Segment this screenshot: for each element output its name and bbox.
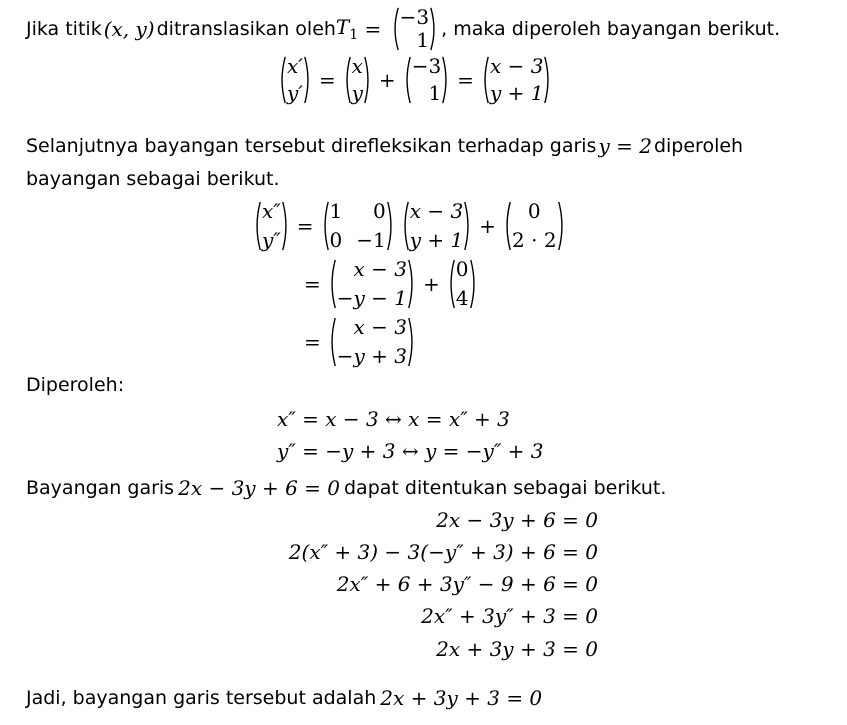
intro-middle: ditranslasikan oleh	[156, 17, 336, 40]
step-line: 2x − 3y + 6 = 0	[436, 508, 598, 532]
right-paren	[469, 259, 478, 309]
prime-vector: x′ y′	[278, 56, 312, 104]
mirror-line: y = 2	[598, 134, 652, 158]
left-paren	[343, 56, 352, 104]
obtained-line2: y″ = −y + 3 ↔ y = −y″ + 3	[277, 439, 544, 463]
right-paren	[407, 317, 416, 367]
right-paren	[281, 201, 290, 251]
step3-vector: x − 3 −y + 3	[328, 317, 416, 367]
line-text: Bayangan garis 2x − 3y + 6 = 0 dapat ditentukan sebagai berikut.	[26, 476, 667, 500]
step-line: 2(x″ + 3) − 3(−y″ + 3) + 6 = 0	[288, 540, 598, 564]
reflection-text-line2: bayangan sebagai berikut.	[26, 168, 280, 190]
right-paren	[463, 201, 472, 251]
result-vector: x − 3 y + 1	[481, 56, 553, 104]
left-paren	[328, 317, 337, 367]
intro-suffix: , maka diperoleh bayangan berikut.	[441, 17, 781, 40]
original-line-eq: 2x − 3y + 6 = 0	[178, 476, 340, 500]
intro-line	[26, 7, 780, 51]
double-prime-vector: x″ y″	[253, 201, 290, 251]
right-paren	[441, 56, 450, 104]
left-paren	[503, 201, 512, 251]
obtained-line1: x″ = x − 3 ↔ x = x″ + 3	[277, 407, 510, 431]
left-paren	[328, 259, 337, 309]
left-paren	[401, 201, 410, 251]
reflection-text-line1: Selanjutnya bayangan tersebut direfleksikan terhadap garis y = 2 diperoleh	[26, 134, 744, 158]
intro-equals: =	[358, 17, 388, 41]
left-paren	[278, 56, 287, 104]
translation-vector: −3 1	[391, 7, 438, 51]
left-paren	[447, 259, 456, 309]
right-paren	[557, 201, 566, 251]
reflection-matrix: 1 0 0 −1	[321, 201, 395, 251]
step-line: 2x″ + 3y″ + 3 = 0	[421, 604, 598, 628]
right-paren	[429, 7, 438, 51]
left-paren	[391, 7, 400, 51]
conclusion: Jadi, bayangan garis tersebut adalah 2x + 3y + 3 = 0	[26, 686, 543, 710]
reflection-step2: = x − 3 −y − 1 + 0 4	[300, 258, 481, 310]
step-line: 2x + 3y + 3 = 0	[436, 637, 598, 661]
left-paren	[321, 201, 330, 251]
translation-equation: x′ y′ = x y + −3 1 = x − 3 y + 1	[275, 55, 555, 105]
intro-point: (x, y)	[103, 17, 155, 41]
step2-offset: 0 4	[447, 259, 478, 309]
right-paren	[407, 259, 416, 309]
xy-vector: x y	[343, 56, 372, 104]
left-paren	[253, 201, 262, 251]
step2-vector: x − 3 −y − 1	[328, 259, 416, 309]
right-paren	[363, 56, 372, 104]
left-paren	[481, 56, 490, 104]
reflection-equation: x″ y″ = 1 0 0 −1 x − 3 y + 1 + 0 2 · 2	[250, 200, 569, 252]
right-paren	[303, 56, 312, 104]
conclusion-eq: 2x + 3y + 3 = 0	[380, 686, 543, 710]
right-paren	[543, 56, 552, 104]
reflection-step3: = x − 3 −y + 3	[300, 316, 419, 368]
step-line: 2x″ + 6 + 3y″ − 9 + 6 = 0	[336, 572, 598, 596]
intro-prefix: Jika titik	[26, 17, 102, 40]
right-paren	[386, 201, 395, 251]
offset-vector: 0 2 · 2	[503, 201, 566, 251]
shift-vector: −3 1	[403, 56, 450, 104]
translation-symbol: $T_1$	[335, 14, 359, 43]
point-vector: x − 3 y + 1	[401, 201, 473, 251]
obtained-label: Diperoleh:	[26, 374, 125, 396]
left-paren	[403, 56, 412, 104]
